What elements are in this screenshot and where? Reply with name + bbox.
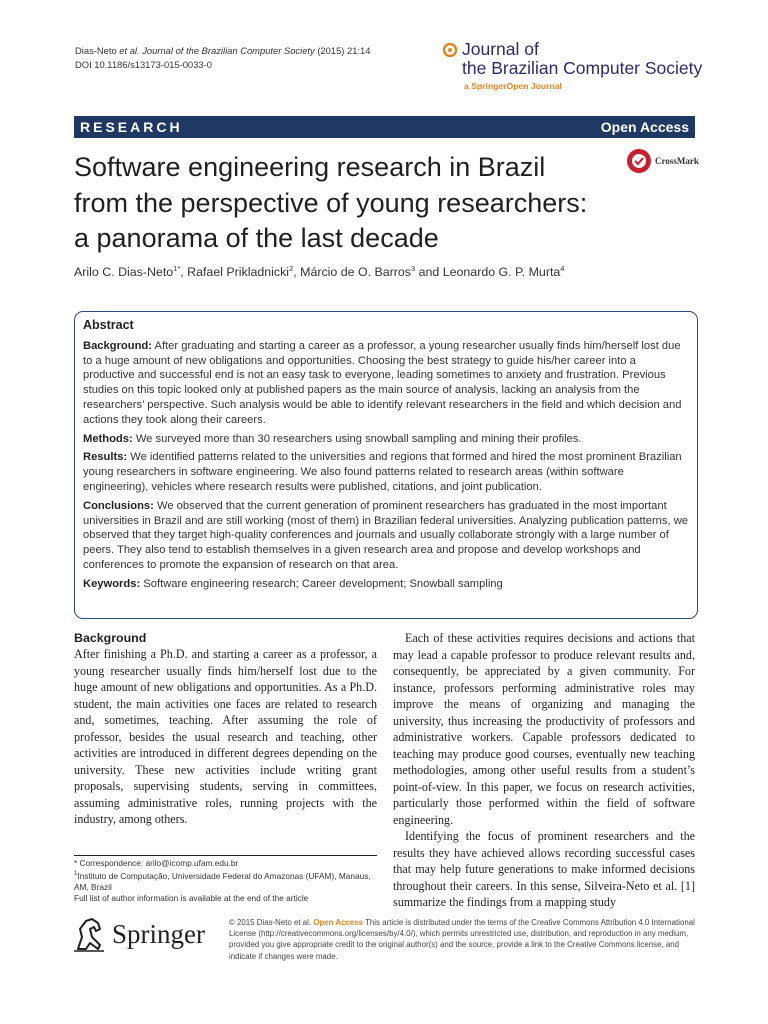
- citation-year: (2015) 21:14: [314, 45, 371, 56]
- author-name: Leonardo G. P. Murta: [442, 265, 561, 280]
- title-line: a panorama of the last decade: [74, 223, 439, 253]
- author-info-note: Full list of author information is available at the end of the article: [74, 893, 309, 904]
- footnote-rule: [74, 855, 377, 856]
- author-affil: 2: [289, 264, 294, 273]
- author-affil: 3: [411, 264, 416, 273]
- author-affil: 4: [560, 264, 565, 273]
- body-paragraph: After finishing a Ph.D. and starting a career as a professor, a young researcher usually finds him/herself lost due to the huge amount of new obligations and opportunities. As a Ph.D. student, the main activities one faces are related to research and, sometimes, teaching. After assuming the role of professor, besides the usual research and teaching, other activities are introduced in different degrees depending on the university. These new activities include writing grant proposals, supervising students, serving in committees, assuming administrative roles, running projects with the industry, among others.: [74, 647, 377, 826]
- author-name: Arilo C. Dias-Neto: [74, 265, 174, 280]
- abstract-conclusions: Conclusions: We observed that the current generation of prominent researchers has graduated in the most important universities in Brazil and are still working (most of them) in Brazilian federal universities. Analyzing publication patterns, we observed that they target high-quality conferences and journals and usually collaborate strongly with a large number of peers. They also tend to establish themselves in a given research area and propose and develop workshops and conferences to promote the expansion of research on that area.: [83, 499, 689, 571]
- body-column-left: [74, 630, 377, 828]
- citation-journal: Journal of the Brazilian Computer Society: [139, 45, 315, 56]
- correspondence-note: * Correspondence: arilo@icomp.ufam.edu.br: [74, 858, 239, 868]
- abstract-heading: Abstract: [83, 318, 134, 332]
- citation-line: [75, 44, 371, 58]
- abstract-background: Background: After graduating and starting a career as a professor, a young researcher usually finds him/herself lost due to a huge amount of new obligations and opportunities. Choosing the best strategy to guide his/her career into a productive and successful end is not an easy task to everyone, leading sometimes to anxiety and frustration. Previous studies on this topic looked only at published papers as the main source of analysis, lacking an analysis from the researchers’ perspective. Such analysis would be able to identify relevant researchers in the field and which decision and actions they took along their careers.: [83, 339, 682, 426]
- affiliation-note: $^1$Instituto de Computação, Universidade Federal do Amazonas (UFAM), Manaus, AM, Brazil: [74, 870, 371, 893]
- article-title: [74, 150, 634, 257]
- abstract-results: Results: We identified patterns related to the universities and regions that formed and hired the most prominent Brazilian young researchers in software engineering. We also found patterns related to research areas (within software engineering), vehicles where research results were published, citations, and joint publication.: [83, 451, 682, 493]
- journal-name-line1: Journal of: [462, 39, 539, 59]
- body-paragraph: Each of these activities requires decisions and actions that may lead a capable professor to produce relevant results and, consequently, be appreciated by a given community. For instance, professors performing administrative roles may improve the means of organizing and managing the university, thus increasing the productivity of professors and administrative workers. Capable professors dedicated to teaching may produce good courses, eventually new teaching methodologies, among other useful results from a student’s point-of-view. In this paper, we focus on research activities, particularly those performed within the field of software engineering.: [393, 631, 695, 827]
- springer-logo: [72, 915, 205, 953]
- footnotes: [74, 858, 384, 905]
- citation-etal: et al.: [119, 45, 140, 56]
- open-access-label: Open Access: [600, 119, 689, 135]
- journal-logo-icon: [443, 43, 457, 57]
- crossmark-icon: [626, 148, 652, 174]
- journal-logo: [443, 40, 702, 91]
- springer-wordmark: Springer: [112, 918, 205, 949]
- abstract-keywords: Keywords: Software engineering research; Career development; Snowball sampling: [83, 577, 503, 590]
- license-text: © 2015 Dias-Neto et al. Open Access This article is distributed under the terms of the Creative Commons Attribution 4.0 International License (http://creativecommons.org/licenses/by/4.0/), which permits unrestricted use, distribution, and reproduction in any medium, provided you give appropriate credit to the original author(s) and the source, provide a link to the Creative Commons license, and indicate if changes were made.: [229, 918, 695, 961]
- author-name: Rafael Prikladnicki: [187, 265, 290, 280]
- doi[interactable]: DOI 10.1186/s13173-015-0033-0: [75, 58, 212, 70]
- article-type-bar: [74, 116, 695, 138]
- abstract-box: [74, 311, 698, 619]
- body-column-right: [393, 630, 695, 911]
- author-name: Márcio de O. Barros: [300, 265, 411, 280]
- body-paragraph: Identifying the focus of prominent researchers and the results they have achieved allows recording successful cases that may help future generations to make informed decisions throughout their careers. In this sense, Silveira-Neto et al. [1] summarize the findings from a mapping study: [393, 829, 695, 909]
- section-heading-background: Background: [74, 631, 147, 645]
- license-open-access: Open Access: [313, 918, 364, 927]
- title-line: Software engineering research in Brazil: [74, 152, 546, 182]
- article-type-label: RESEARCH: [80, 119, 183, 135]
- crossmark-badge[interactable]: [626, 148, 699, 174]
- abstract-methods: Methods: We surveyed more than 30 researchers using snowball sampling and mining their profiles.: [83, 432, 582, 445]
- journal-subtitle: a SpringerOpen Journal: [464, 81, 562, 91]
- springer-horse-icon: [72, 915, 106, 953]
- title-line: from the perspective of young researchers:: [74, 187, 588, 218]
- citation-authors: Dias-Neto: [75, 45, 120, 56]
- citation-block: [75, 44, 371, 71]
- author-affil: 1*: [173, 264, 181, 273]
- crossmark-label: CrossMark: [655, 156, 699, 166]
- journal-name-line2: the Brazilian Computer Society: [462, 58, 703, 78]
- author-list: Arilo C. Dias-Neto$^{1*}$, Rafael Prikladnicki$^2$, Márcio de O. Barros$^3$ and Leonardo G. P. Murta$^4$: [74, 264, 565, 280]
